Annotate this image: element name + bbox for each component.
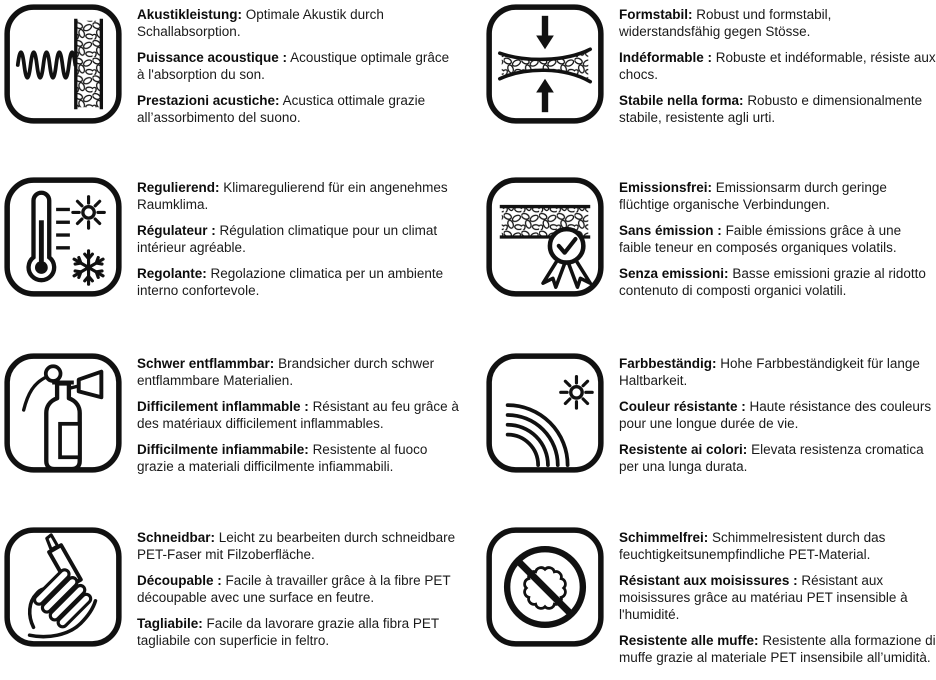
feature-shape-stability bbox=[468, 0, 936, 170]
feature-texts bbox=[137, 3, 459, 135]
feature-mold-resistant bbox=[468, 510, 936, 680]
feature-text-de: Schneidbar: Leicht zu bearbeiten durch schneidbare PET-Faser mit Filzoberfläche. bbox=[137, 530, 456, 562]
feature-text-de: Akustikleistung: Optimale Akustik durch Schallabsorption. bbox=[137, 7, 384, 39]
feature-colorfast bbox=[468, 340, 936, 510]
feature-text-fr: Puissance acoustique : Acoustique optimale grâce à l'absorption du son. bbox=[137, 50, 450, 82]
feature-emission-free bbox=[468, 170, 936, 340]
feature-texts bbox=[619, 176, 936, 308]
thermometer-sun-snowflake-icon bbox=[4, 176, 122, 298]
feature-text-de: Farbbeständig: Hohe Farbbeständigkeit für lange Haltbarkeit. bbox=[619, 356, 920, 388]
emission-certificate-icon bbox=[486, 176, 604, 298]
feature-text-fr: Découpable : Facile à travailler grâce à la fibre PET découpable avec une surface en feutre. bbox=[137, 573, 451, 605]
feature-flame-retardant bbox=[0, 340, 468, 510]
feature-climate bbox=[0, 170, 468, 340]
hand-cutter-icon bbox=[4, 526, 122, 648]
compression-resistance-icon bbox=[486, 3, 604, 125]
feature-text-it: Prestazioni acustiche: Acustica ottimale grazie all’assorbimento del suono. bbox=[137, 93, 426, 125]
feature-text-fr: Sans émission : Faible émissions grâce à une faible teneur en composés organiques volatils. bbox=[619, 223, 902, 255]
feature-texts bbox=[137, 176, 459, 308]
feature-text-fr: Résistant aux moisissures : Résistant aux moisissures grâce au matériau PET insensible à l'humidité. bbox=[619, 573, 908, 622]
feature-texts bbox=[137, 526, 459, 658]
feature-text-it: Difficilmente infiammabile: Resistente al fuoco grazie a materiali difficilmente infiammabili. bbox=[137, 442, 428, 474]
feature-text-it: Senza emissioni: Basse emissioni grazie al ridotto contenuto di composti organici volatili. bbox=[619, 266, 926, 298]
feature-text-it: Stabile nella forma: Robusto e dimensionalmente stabile, resistente agli urti. bbox=[619, 93, 923, 125]
feature-text-fr: Indéformable : Robuste et indéformable, résiste aux chocs. bbox=[619, 50, 936, 82]
sound-absorption-icon bbox=[4, 3, 122, 125]
feature-text-it: Regolante: Regolazione climatica per un ambiente interno confortevole. bbox=[137, 266, 444, 298]
feature-cuttable bbox=[0, 510, 468, 680]
feature-acoustic bbox=[0, 0, 468, 170]
feature-text-de: Schwer entflammbar: Brandsicher durch schwer entflammbare Materialien. bbox=[137, 356, 435, 388]
feature-text-fr: Régulateur : Régulation climatique pour un climat intérieur agréable. bbox=[137, 223, 438, 255]
feature-text-fr: Couleur résistante : Haute résistance des couleurs pour une longue durée de vie. bbox=[619, 399, 932, 431]
feature-text-de: Emissionsfrei: Emissionsarm durch geringe flüchtige organische Verbindungen. bbox=[619, 180, 887, 212]
fire-extinguisher-icon bbox=[4, 352, 122, 474]
feature-text-de: Regulierend: Klimaregulierend für ein angenehmes Raumklima. bbox=[137, 180, 448, 212]
feature-texts bbox=[137, 352, 459, 484]
feature-texts bbox=[619, 526, 936, 675]
feature-texts bbox=[619, 352, 936, 484]
feature-text-fr: Difficilement inflammable : Résistant au feu grâce à des matériaux difficilement inflammables. bbox=[137, 399, 459, 431]
feature-text-de: Formstabil: Robust und formstabil, widerstandsfähig gegen Stösse. bbox=[619, 7, 832, 39]
feature-text-it: Tagliabile: Facile da lavorare grazie alla fibra PET tagliabile con superficie in feltro. bbox=[137, 616, 439, 648]
feature-text-it: Resistente alle muffe: Resistente alla formazione di muffe grazie al materiale PET insensibile all’umidità. bbox=[619, 633, 936, 665]
rainbow-sun-icon bbox=[486, 352, 604, 474]
no-mold-icon bbox=[486, 526, 604, 648]
feature-text-de: Schimmelfrei: Schimmelresistent durch das feuchtigkeitsunempfindliche PET-Material. bbox=[619, 530, 886, 562]
feature-text-it: Resistente ai colori: Elevata resistenza cromatica per una lunga durata. bbox=[619, 442, 924, 474]
feature-texts bbox=[619, 3, 936, 135]
